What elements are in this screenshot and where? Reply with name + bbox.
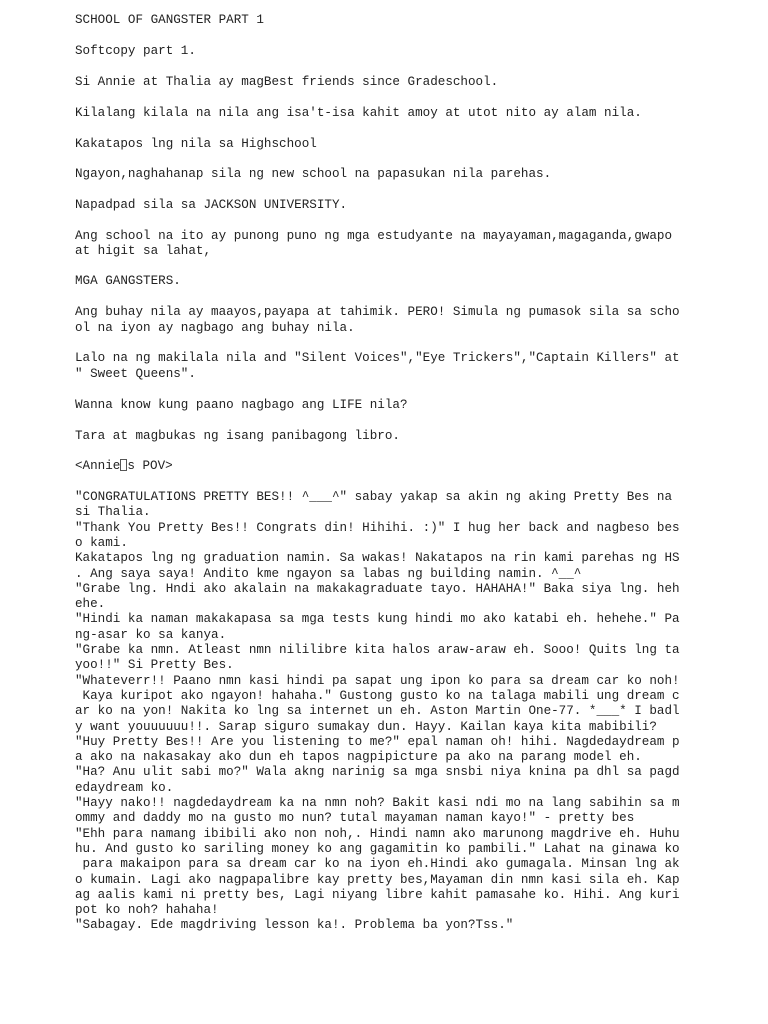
paragraph: Ngayon,naghahanap sila ng new school na papasukan nila parehas.	[75, 167, 552, 181]
story-line: pot ko noh? hahaha!	[75, 903, 219, 918]
story-line: ehe.	[75, 597, 106, 612]
story-line: "Ehh para namang ibibili ako non noh,. Hindi namn ako marunong magdrive eh. Huhu	[75, 826, 680, 841]
story-line: "Hindi ka naman makakapasa sa mga tests kung hindi mo ako katabi eh. hehehe." Pa	[75, 612, 680, 627]
story-line: Kakatapos lng ng graduation namin. Sa wakas! Nakatapos na rin kami parehas ng HS	[75, 551, 680, 566]
paragraph: Napadpad sila sa JACKSON UNIVERSITY.	[75, 198, 348, 212]
story-line: "Hayy nako!! nagdedaydream ka na nmn noh? Bakit kasi ndi mo na lang sabihin sa m	[75, 796, 680, 810]
story-line: para makaipon para sa dream car ko na iyon eh.Hindi ako gumagala. Minsan lng ak	[75, 857, 680, 872]
paragraph: Wanna know kung paano nagbago ang LIFE nila?	[75, 398, 408, 412]
paragraph-line: " Sweet Queens".	[75, 367, 196, 381]
story-line: "Grabe ka nmn. Atleast nmn nililibre kita halos araw-araw eh. Sooo! Quits lng ta	[75, 643, 680, 657]
story-line: "Whateverr!! Paano nmn kasi hindi pa sapat ung ipon ko para sa dream car ko noh!	[75, 673, 680, 688]
story-line: "Thank You Pretty Bes!! Congrats din! Hihihi. :)" I hug her back and nagbeso bes	[75, 520, 680, 535]
document-title: SCHOOL OF GANGSTER PART 1	[75, 13, 264, 27]
pov-text-start: <Annie	[75, 459, 121, 473]
story-line: ng-asar ko sa kanya.	[75, 627, 227, 642]
paragraph: Kilalang kilala na nila ang isa't-isa kahit amoy at utot nito ay alam nila.	[75, 106, 642, 120]
paragraph: Tara at magbukas ng isang panibagong libro.	[75, 429, 400, 443]
paragraph: Si Annie at Thalia ay magBest friends since Gradeschool.	[75, 75, 499, 89]
paragraph-line: ol na iyon ay nagbago ang buhay nila.	[75, 321, 355, 335]
pov-heading	[75, 459, 173, 474]
story-line: a ako na nakasakay ako dun eh tapos nagpipicture pa ako na parang model eh.	[75, 750, 642, 765]
story-line: o kumain. Lagi ako nagpapalibre kay pretty bes,Mayaman din nmn kasi sila eh. Kap	[75, 872, 680, 887]
story-line: yoo!!" Si Pretty Bes.	[75, 658, 234, 673]
paragraph: MGA GANGSTERS.	[75, 274, 181, 288]
story-line: ag aalis kami ni pretty bes, Lagi niyang libre kahit pamasahe ko. Hihi. Ang kuri	[75, 887, 680, 902]
story-line: "Huy Pretty Bes!! Are you listening to me?" epal naman oh! hihi. Nagdedaydream p	[75, 734, 680, 749]
paragraph-line: Lalo na ng makilala nila and "Silent Voices","Eye Trickers","Captain Killers" at	[75, 351, 680, 365]
story-line: Kaya kuripot ako ngayon! hahaha." Gustong gusto ko na talaga mabili ung dream c	[75, 688, 680, 703]
story-line: "Grabe lng. Hndi ako akalain na makakagraduate tayo. HAHAHA!" Baka siya lng. heh	[75, 581, 680, 596]
story-line: ar ko na yon! Nakita ko lng sa internet un eh. Aston Martin One-77. *___* I badl	[75, 704, 680, 719]
story-line: edaydream ko.	[75, 780, 174, 795]
paragraph-line: Ang school na ito ay punong puno ng mga estudyante na mayayaman,magaganda,gwapo	[75, 229, 673, 243]
paragraph-line: Ang buhay nila ay maayos,payapa at tahimik. PERO! Simula ng pumasok sila sa scho	[75, 305, 680, 319]
story-line: si Thalia.	[75, 505, 151, 520]
story-line: hu. And gusto ko sariling money ko ang gagamitin ko pambili." Lahat na ginawa ko	[75, 841, 680, 856]
story-line: "CONGRATULATIONS PRETTY BES!! ^___^" sabay yakap sa akin ng aking Pretty Bes na	[75, 490, 673, 504]
story-line: "Sabagay. Ede magdriving lesson ka!. Problema ba yon?Tss."	[75, 918, 514, 933]
story-line: . Ang saya saya! Andito kme ngayon sa labas ng building namin. ^__^	[75, 566, 582, 581]
paragraph: Kakatapos lng nila sa Highschool	[75, 137, 317, 151]
story-line: ommy and daddy mo na gusto mo nun? tutal mayaman naman kayo!" - pretty bes	[75, 811, 635, 826]
paragraph-line: at higit sa lahat,	[75, 244, 212, 258]
story-line: o kami.	[75, 535, 128, 550]
softcopy-line: Softcopy part 1.	[75, 44, 196, 58]
pov-text-end: s POV>	[127, 459, 173, 473]
story-line: "Ha? Anu ulit sabi mo?" Wala akng narinig sa mga snsbi niya knina pa dhl sa pagd	[75, 765, 680, 780]
story-line: y want youuuuuu!!. Sarap siguro sumakay dun. Hayy. Kailan kaya kita mabibili?	[75, 719, 657, 734]
